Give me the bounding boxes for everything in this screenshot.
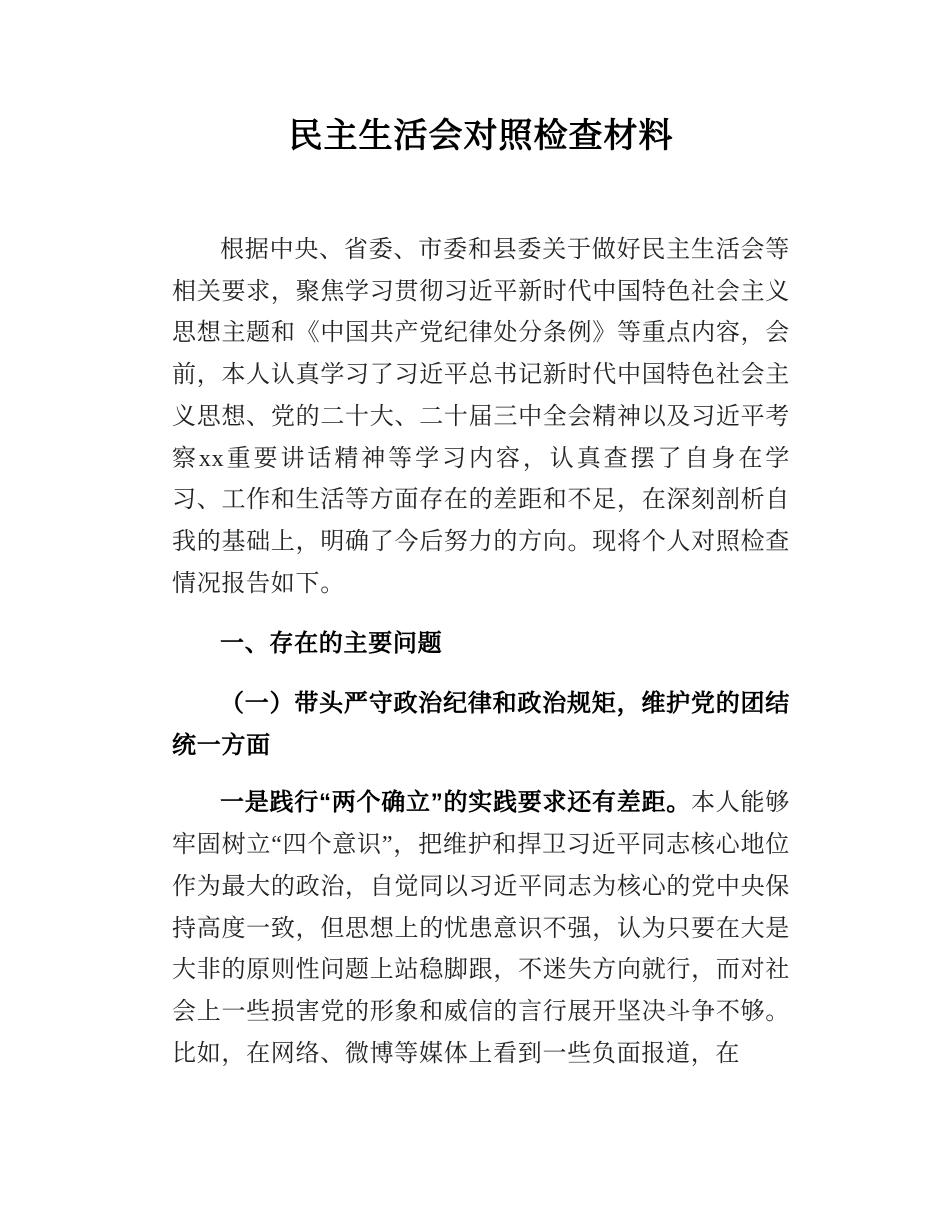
paragraph-first-issue-lead: 一是践行“两个确立”的实践要求还有差距。 [220, 789, 692, 817]
section-heading-main-problems: 一、存在的主要问题 [220, 630, 443, 658]
paragraph-first-issue-body: 本人能够牢固树立“四个意识”，把维护和捍卫习近平同志核心地位作为最大的政治，自觉同以习近平同志为核心的党中央保持高度一致，但思想上的忧患意识不强，认为只要在大是大非的原则性问题上站稳脚跟，不迷失方向就行，而对社会上一些损害党的形象和威信的言行展开坚决斗争不够。比如，在网络、微博等媒体上看到一些负面报道，在 [172, 790, 790, 1067]
paragraph-first-issue [172, 782, 790, 1075]
subsection-heading-political-discipline: （一）带头严守政治纪律和政治规矩，维护党的团结统一方面 [172, 690, 790, 759]
paragraph-introduction: 根据中央、省委、市委和县委关于做好民主生活会等相关要求，聚焦学习贯彻习近平新时代中国特色社会主义思想主题和《中国共产党纪律处分条例》等重点内容，会前，本人认真学习了习近平总书记新时代中国特色社会主义思想、党的二十大、二十届三中全会精神以及习近平考察xx重要讲话精神等学习内容，认真查摆了自身在学习、工作和生活等方面存在的差距和不足，在深刻剖析自我的基础上，明确了今后努力的方向。现将个人对照检查情况报告如下。 [172, 237, 790, 597]
document-title: 民主生活会对照检查材料 [288, 118, 674, 155]
